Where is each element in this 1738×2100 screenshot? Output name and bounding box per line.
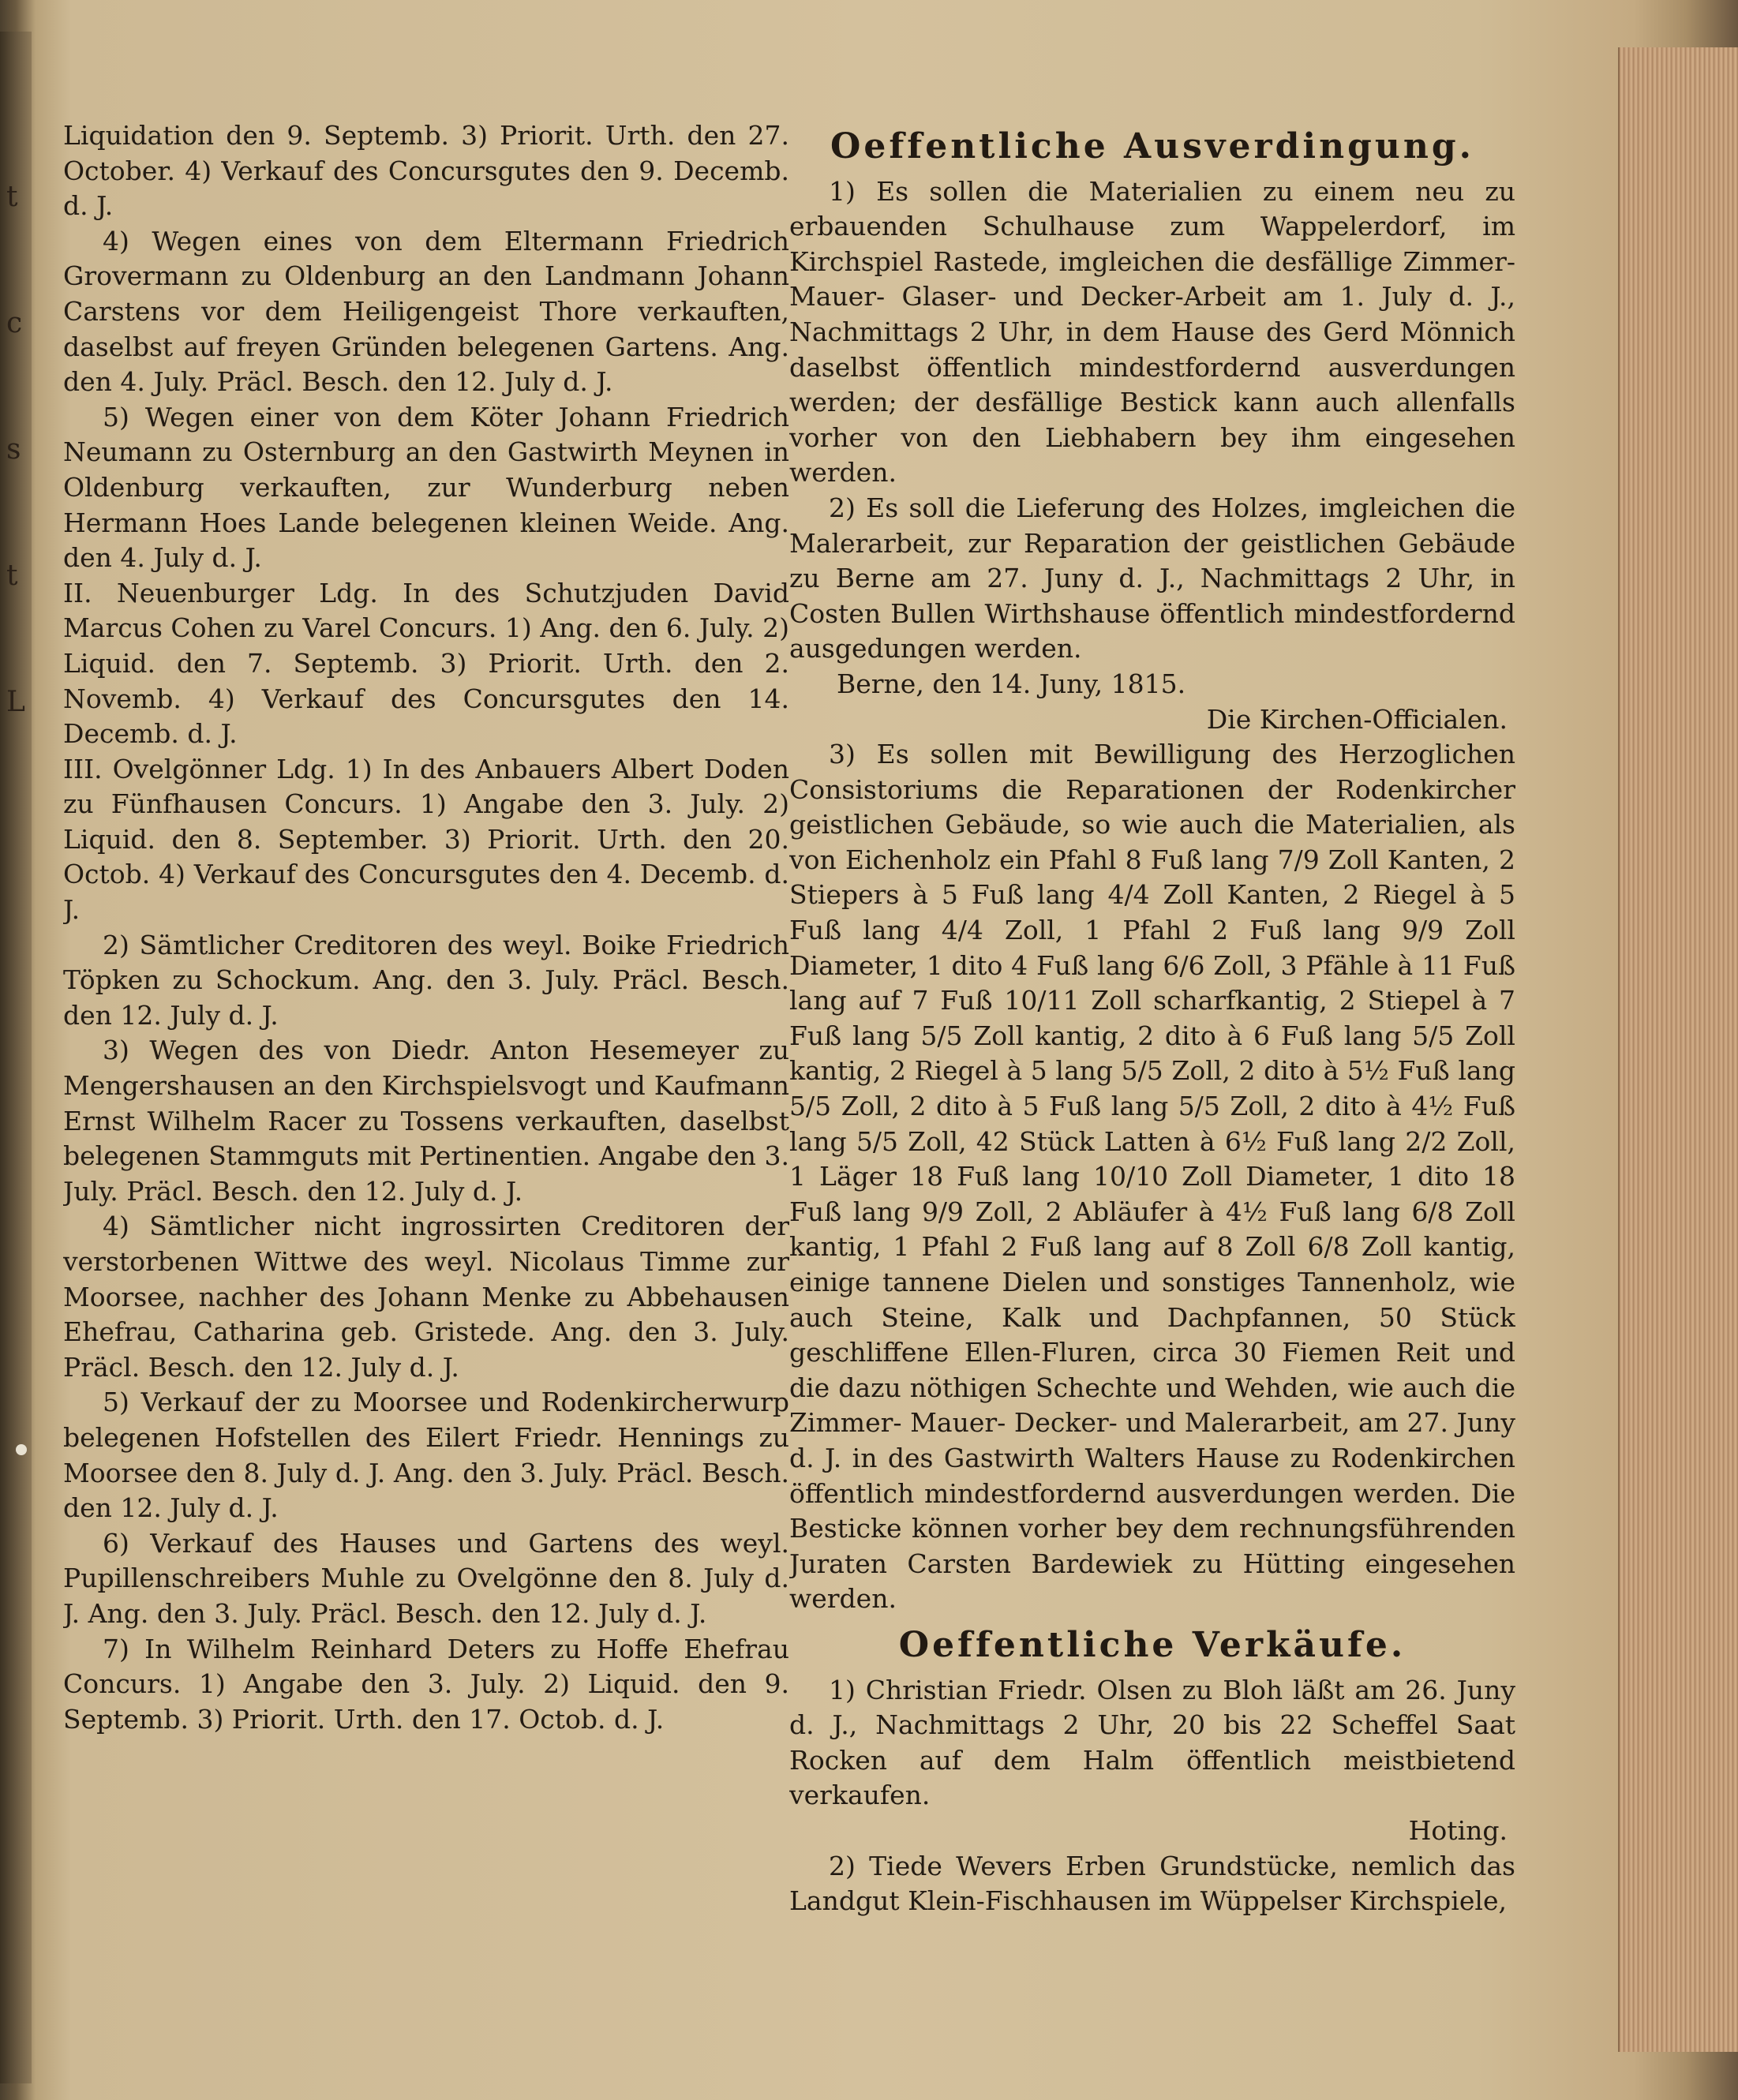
paragraph: 5) Wegen einer von dem Köter Johann Friedrich Neumann zu Osternburg an den Gastwirth Meynen in Oldenburg verkauften, zur Wunderburg neben Hermann Hoes Lande belegenen kleinen Weide. Ang. den 4. July d. J.	[63, 401, 789, 574]
paragraph: 3) Es sollen mit Bewilligung des Herzoglichen Consistoriums die Reparationen der Rodenkircher geistlichen Gebäude, so wie auch die Materialien, als von Eichenholz ein Pfahl 8 Fuß lang 7/9 Zoll Kanten, 2 Stiepers à 5 Fuß lang 4/4 Zoll Kanten, 2 Riegel à 5 Fuß lang 4/4 Zoll, 1 Pfahl 2 Fuß lang 9/9 Zoll Diameter, 1 dito 4 Fuß lang 6/6 Zoll, 3 Pfähle à 11 Fuß lang auf 7 Fuß 10/11 Zoll scharfkantig, 2 Stiepel à 7 Fuß lang 5/5 Zoll kantig, 2 dito à 6 Fuß lang 5/5 Zoll kantig, 2 Riegel à 5 lang 5/5 Zoll, 2 dito à 5½ Fuß lang 5/5 Zoll, 2 dito à 5 Fuß lang 5/5 Zoll, 2 dito à 4½ Fuß lang 5/5 Zoll, 42 Stück Latten à 6½ Fuß lang 2/2 Zoll, 1 Läger 18 Fuß lang 10/10 Zoll Diameter, 1 dito 18 Fuß lang 9/9 Zoll, 2 Abläufer à 4½ Fuß lang 6/8 Zoll kantig, 1 Pfahl 2 Fuß lang auf 8 Zoll 6/8 Zoll kantig, einige tannene Dielen und sonstiges Tannenholz, wie auch Steine, Kalk und Dachpfannen, 50 Stück geschliffene Ellen-Fluren, circa 30 Fiemen Reit und die dazu nöthigen Schechte und Wehden, wie auch die Zimmer- Mauer- Decker- und Malerarbeit, am 27. Juny d. J. in des Gastwirth Walters Hause zu Rodenkirchen öffentlich mindestfordernd ausverdungen werden. Die Besticke können vorher bey dem rechnungsführenden Juraten Carsten Bardewiek zu Hütting eingesehen werden.	[789, 739, 1515, 1615]
left-column	[63, 118, 789, 2044]
paragraph: 2) Tiede Wevers Erben Grundstücke, nemlich das Landgut Klein-Fischhausen im Wüppelser Kirchspiele,	[789, 1850, 1515, 1917]
paragraph: II. Neuenburger Ldg. In des Schutzjuden David Marcus Cohen zu Varel Concurs. 1) Ang. den 6. July. 2) Liquid. den 7. Septemb. 3) Priorit. Urth. den 2. Novemb. 4) Verkauf des Concursgutes den 14. Decemb. d. J.	[63, 577, 789, 750]
date-line: Berne, den 14. Juny, 1815.	[837, 668, 1186, 699]
paragraph: 1) Es sollen die Materialien zu einem neu zu erbauenden Schulhause zum Wappelerdorf, im Kirchspiel Rastede, imgleichen die desfällige Zimmer- Mauer- Glaser- und Decker-Arbeit am 1. July d. J., Nachmittags 2 Uhr, in dem Hause des Gerd Mönnich daselbst öffentlich mindestfordernd ausverdungen werden; der desfällige Bestick kann auch allenfalls vorher von den Liebhabern bey ihm eingesehen werden.	[789, 175, 1515, 489]
right-column	[789, 118, 1515, 2044]
paragraph: 2) Es soll die Lieferung des Holzes, imgleichen die Malerarbeit, zur Reparation der geistlichen Gebäude zu Berne am 27. Juny d. J., Nachmittags 2 Uhr, in Costen Bullen Wirthshause öffentlich mindestfordernd ausgedungen werden.	[789, 492, 1515, 664]
paragraph: 6) Verkauf des Hauses und Gartens des weyl. Pupillenschreibers Muhle zu Ovelgönne den 8. July d. J. Ang. den 3. July. Präcl. Besch. den 12. July d. J.	[63, 1527, 789, 1629]
spine-mark: t	[6, 181, 18, 213]
paragraph: III. Ovelgönner Ldg. 1) In des Anbauers Albert Doden zu Fünfhausen Concurs. 1) Angabe den 3. July. 2) Liquid. den 8. September. 3) Priorit. Urth. den 20. Octob. 4) Verkauf des Concursgutes den 4. Decemb. d. J.	[63, 753, 789, 926]
page-edge-stack	[1618, 47, 1738, 2052]
paragraph: 1) Christian Friedr. Olsen zu Bloh läßt am 26. Juny d. J., Nachmittags 2 Uhr, 20 bis 22 Scheffel Saat Rocken auf dem Halm öffentlich meistbietend verkaufen.	[789, 1674, 1515, 1811]
section-heading-verkaeufe: Oeffentliche Verkäufe.	[898, 1624, 1407, 1665]
spine-mark: s	[6, 433, 21, 466]
paragraph: 7) In Wilhelm Reinhard Deters zu Hoffe Ehefrau Concurs. 1) Angabe den 3. July. 2) Liquid. den 9. Septemb. 3) Priorit. Urth. den 17. Octob. d. J.	[63, 1633, 789, 1735]
spine-marks	[6, 134, 25, 923]
spine-mark: c	[6, 307, 23, 339]
spine-mark: L	[6, 686, 25, 718]
paragraph: 5) Verkauf der zu Moorsee und Rodenkircherwurp belegenen Hofstellen des Eilert Friedr. Hennings zu Moorsee den 8. July d. J. Ang. den 3. July. Präcl. Besch. den 12. July d. J.	[63, 1387, 789, 1524]
spine-mark: t	[6, 560, 18, 592]
signature: Hoting.	[1408, 1814, 1508, 1846]
paragraph: Liquidation den 9. Septemb. 3) Priorit. Urth. den 27. October. 4) Verkauf des Concursgutes den 9. Decemb. d. J.	[63, 120, 789, 222]
section-heading-ausverdingung: Oeffentliche Ausverdingung.	[830, 126, 1474, 167]
paragraph: 4) Sämtlicher nicht ingrossirten Creditoren der verstorbenen Wittwe des weyl. Nicolaus Timme zur Moorsee, nachher des Johann Menke zu Abbehausen Ehefrau, Catharina geb. Gristede. Ang. den 3. July. Präcl. Besch. den 12. July d. J.	[63, 1211, 789, 1383]
paragraph: 3) Wegen des von Diedr. Anton Hesemeyer zu Mengershausen an den Kirchspielsvogt und Kaufmann Ernst Wilhelm Racer zu Tossens verkauften, daselbst belegenen Stammguts mit Pertinentien. Angabe den 3. July. Präcl. Besch. den 12. July d. J.	[63, 1035, 789, 1207]
signature: Die Kirchen-Officialen.	[1206, 703, 1508, 735]
binding-hole	[16, 1444, 27, 1455]
paragraph: 4) Wegen eines von dem Eltermann Friedrich Grovermann zu Oldenburg an den Landmann Johann Carstens vor dem Heiligengeist Thore verkauften, daselbst auf freyen Gründen belegenen Gartens. Ang. den 4. July. Präcl. Besch. den 12. July d. J.	[63, 225, 789, 398]
paragraph: 2) Sämtlicher Creditoren des weyl. Boike Friedrich Töpken zu Schockum. Ang. den 3. July. Präcl. Besch. den 12. July d. J.	[63, 929, 789, 1031]
